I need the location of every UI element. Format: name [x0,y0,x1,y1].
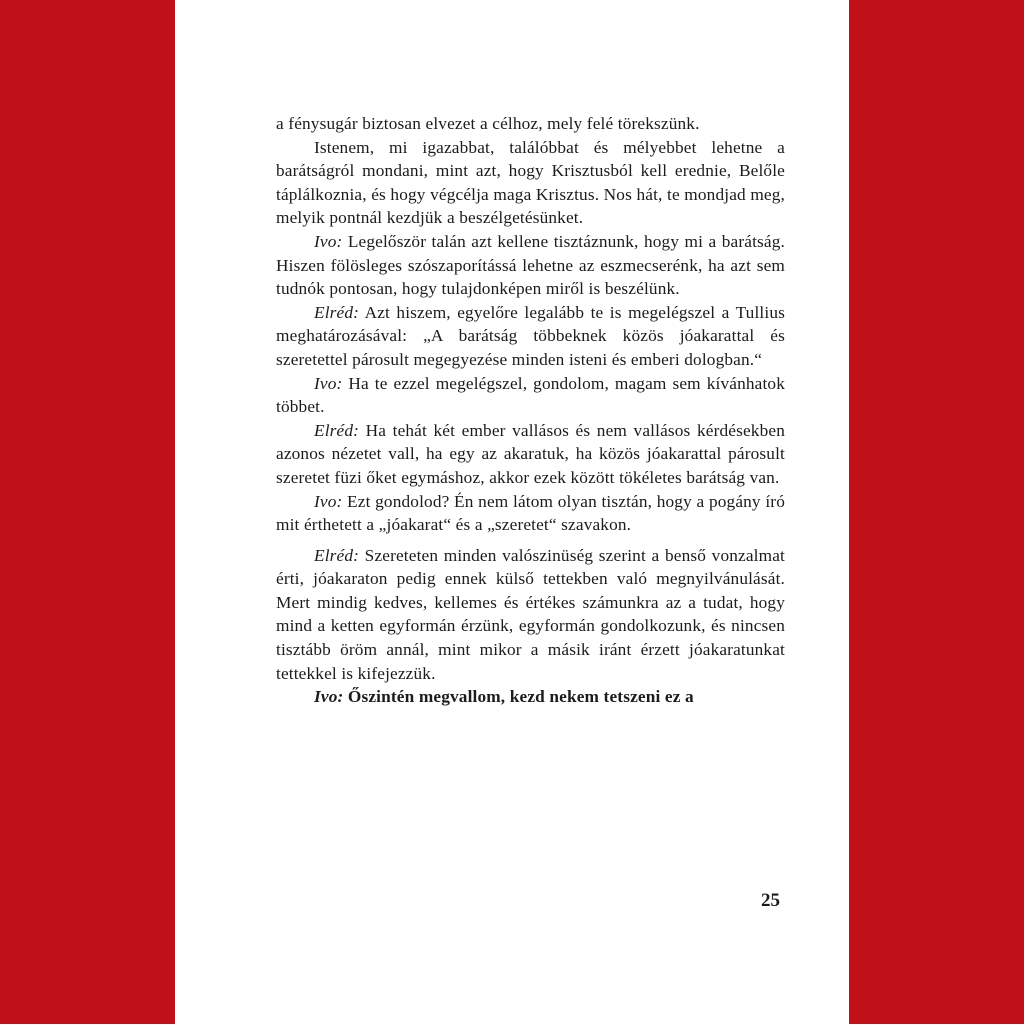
paragraph-4 [276,301,785,372]
speaker-ivo: Ivo: [314,373,343,393]
speaker-ivo: Ivo: [314,687,344,707]
paragraph-7 [276,490,785,537]
paragraph-9 [276,685,785,709]
speaker-elred: Elréd: [314,420,360,440]
paragraph-2-text: Istenem, mi igazabbat, találóbbat és mélyebbet lehetne a barátságról mondani, mint azt, hogy Krisztusból kell erednie, Belőle táplálkoznia, és hogy végcélja maga Krisztus. Nos hát, te mondjad meg, melyik pontnál kezdjük a beszélgetésünket. [276,137,785,228]
paragraph-1 [276,112,785,136]
paragraph-2 [276,136,785,230]
paragraph-8 [276,544,785,686]
speaker-ivo: Ivo: [314,231,343,251]
page-number: 25 [761,890,780,911]
paragraph-6 [276,419,785,490]
book-page [175,0,849,1024]
speaker-elred: Elréd: [314,302,360,322]
speaker-ivo: Ivo: [314,491,343,511]
paragraph-1-text: a fénysugár biztosan elvezet a célhoz, mely felé törekszünk. [276,114,700,133]
paragraph-3-text: Legelőször talán azt kellene tisztáznunk, hogy mi a barátság. Hiszen fölösleges szószaporítássá lehetne az eszmecserénk, ha azt sem tudnók pontosan, hogy tulajdonképen miről is beszélünk. [276,231,785,299]
paragraph-5 [276,372,785,419]
paragraph-8-text: Szereteten minden valószinüség szerint a benső vonzalmat érti, jóakaraton pedig ennek külső tettekben való megnyilvánulását. Mert mindig kedves, kellemes és értékes számunkra az a tudat, hogy mind a ketten egyformán érzünk, egyformán gondolkozunk, és nincsen tisztább öröm annál, mint mikor a másik iránt érzett jóakaratunkat tettekkel is kifejezzük. [276,545,785,683]
paragraph-9-text: Őszintén megvallom, kezd nekem tetszeni ez a [343,687,694,707]
page-body-text [276,112,785,709]
paragraph-5-text: Ha te ezzel megelégszel, gondolom, magam sem kívánhatok többet. [276,373,785,417]
paragraph-6-text: Ha tehát két ember vallásos és nem vallásos kérdésekben azonos nézetet vall, ha egy az akaratuk, ha közös jóakarattal párosult szeretet füzi őket egymáshoz, akkor ezek között tökéletes barátság van. [276,420,785,487]
paragraph-7-text: Ezt gondolod? Én nem látom olyan tisztán, hogy a pogány író mit érthetett a „jóakarat“ és a „szeretet“ szavakon. [276,491,785,535]
speaker-elred: Elréd: [314,545,360,565]
paragraph-3 [276,230,785,301]
paragraph-4-text: Azt hiszem, egyelőre legalább te is megelégszel a Tullius meghatározásával: „A barátság többeknek közös jóakarattal és szeretettel párosult megegyezése minden isteni és emberi dologban.“ [276,302,785,369]
